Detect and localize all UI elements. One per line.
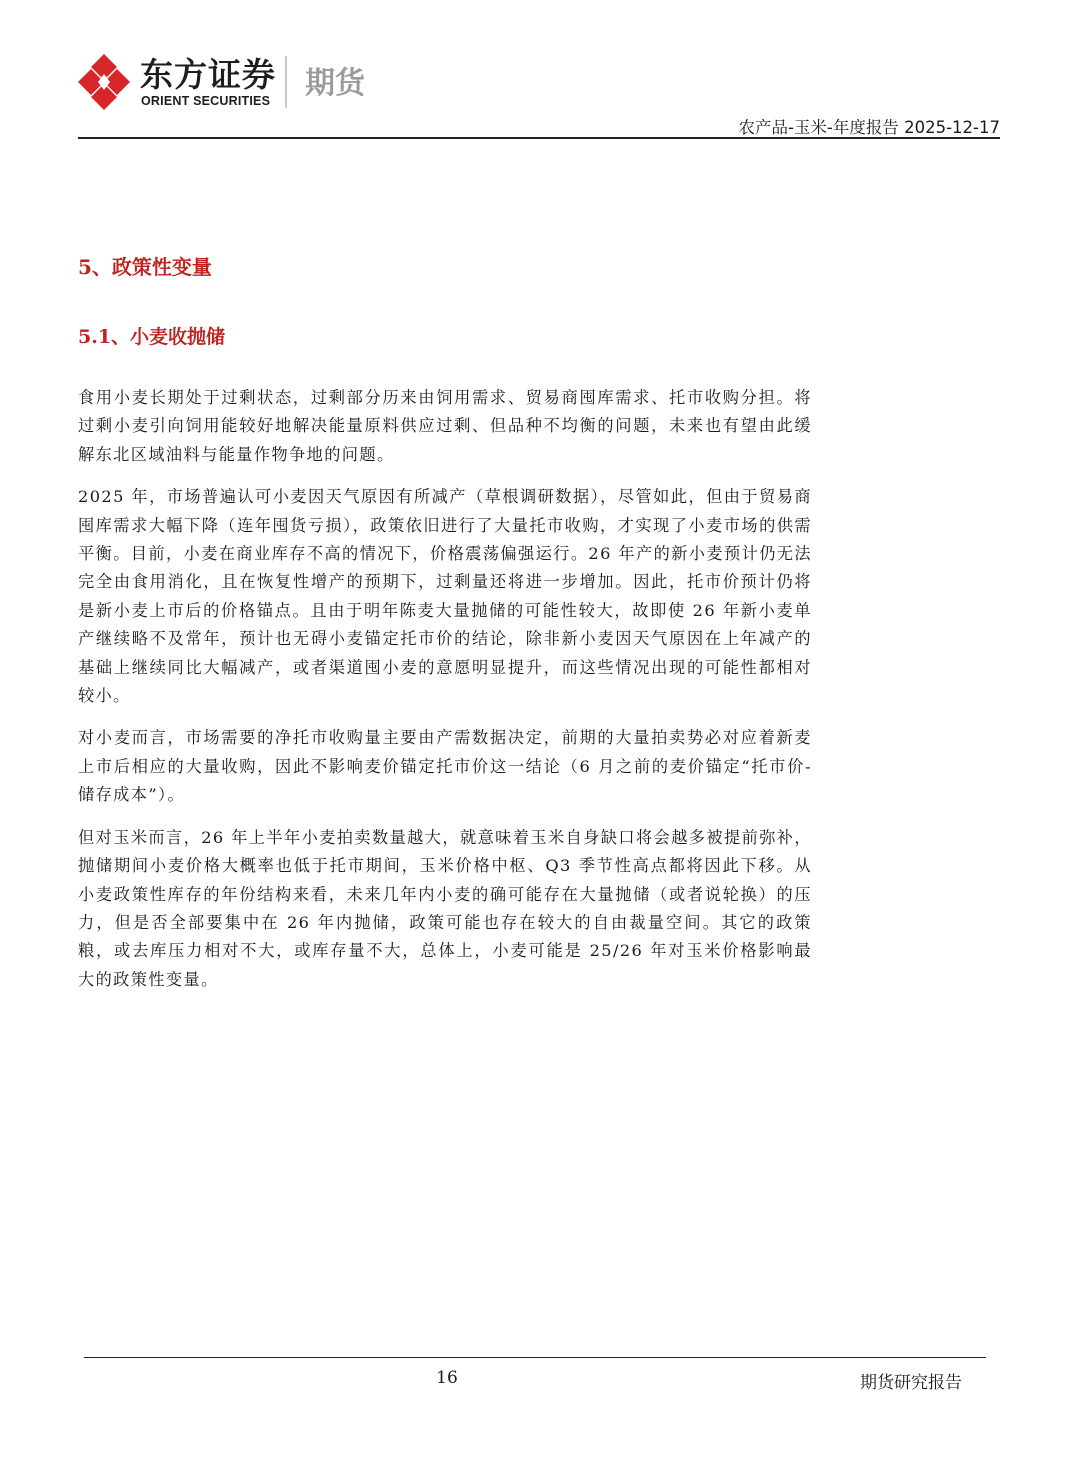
orient-securities-logo-icon — [78, 54, 130, 110]
subsection-title: 5.1、小麦收抛储 — [78, 326, 226, 348]
report-meta: 农产品-玉米-年度报告 2025-12-17 — [738, 118, 1000, 137]
header-rule — [78, 137, 1000, 139]
paragraph: 食用小麦长期处于过剩状态，过剩部分历来由饲用需求、贸易商囤库需求、托市收购分担。将过剩小麦引向饲用能较好地解决能量原料供应过剩、但品种不均衡的问题，未来也有望由此缓解东北区域油料与能量作物争地的问题。 — [78, 388, 812, 464]
paragraph: 2025 年，市场普遍认可小麦因天气原因有所减产（草根调研数据），尽管如此，但由于贸易商囤库需求大幅下降（连年囤货亏损），政策依旧进行了大量托市收购，才实现了小麦市场的供需平衡。目前，小麦在商业库存不高的情况下，价格震荡偏强运行。26 年产的新小麦预计仍无法完全由食用消化，且在恢复性增产的预期下，过剩量还将进一步增加。因此，托市价预计仍将是新小麦上市后的价格锚点。且由于明年陈麦大量抛储的可能性较大，故即使 26 年新小麦单产继续略不及常年，预计也无碍小麦锚定托市价的结论，除非新小麦因天气原因在上年减产的基础上继续同比大幅减产，或者渠道囤小麦的意愿明显提升，而这些情况出现的可能性都相对较小。 — [78, 487, 812, 706]
footer-label: 期货研究报告 — [860, 1373, 962, 1393]
logo-divider — [285, 56, 287, 108]
logo-company-name: 东方证券 — [140, 55, 276, 94]
logo-company-name-en: ORIENT SECURITIES — [141, 94, 271, 108]
paragraph: 但对玉米而言，26 年上半年小麦拍卖数量越大，就意味着玉米自身缺口将会越多被提前弥补，抛储期间小麦价格大概率也低于托市期间，玉米价格中枢、Q3 季节性高点都将因此下移。从小麦政策性库存的年份结构来看，未来几年内小麦的确可能存在大量抛储（或者说轮换）的压力，但是否全部要集中在 26 年内抛储，政策可能也存在较大的自由裁量空间。其它的政策粮，或去库压力相对不大，或库存量不大，总体上，小麦可能是 25/26 年对玉米价格影响最大的政策性变量。 — [78, 827, 812, 989]
footer-rule — [84, 1357, 986, 1358]
paragraph: 对小麦而言，市场需要的净托市收购量主要由产需数据决定，前期的大量拍卖势必对应着新麦上市后相应的大量收购，因此不影响麦价锚定托市价这一结论（6 月之前的麦价锚定“托市价-储存成本”）。 — [78, 728, 812, 805]
section-title: 5、政策性变量 — [78, 255, 212, 279]
main-content — [78, 250, 812, 1008]
page-number: 16 — [436, 1368, 458, 1388]
logo-division-name: 期货 — [305, 66, 365, 101]
page-header — [0, 0, 1080, 140]
body-text — [78, 384, 812, 994]
